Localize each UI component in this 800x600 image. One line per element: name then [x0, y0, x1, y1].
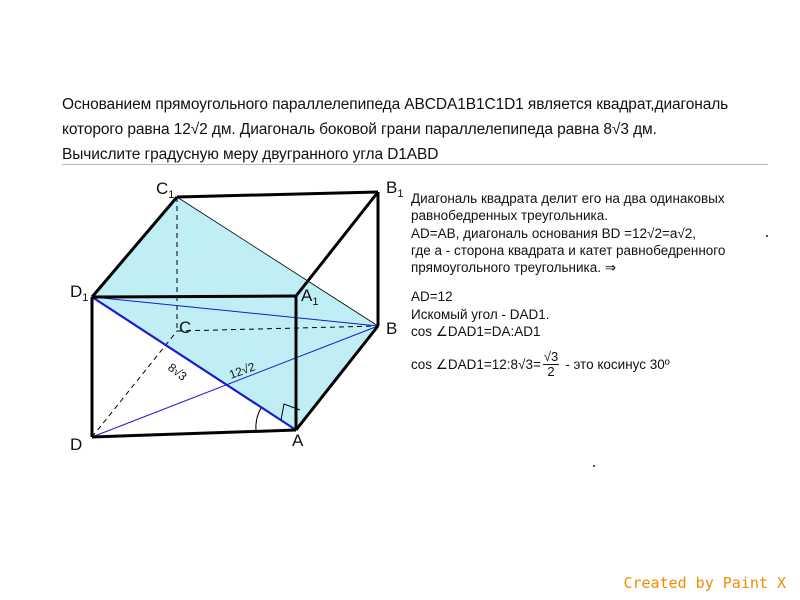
sqrt3-over-2-fraction [543, 350, 559, 379]
solution-line-4: где a - сторона квадрата и катет равнобедренного [411, 242, 726, 258]
cosine-suffix: - это косинус 30º [565, 357, 670, 373]
solution-line-3: AD=AB, диагональ основания BD =12√2=a√2, [411, 225, 697, 241]
solution-line-2: равнобедренных треугольника. [411, 208, 608, 224]
section-plane [92, 197, 378, 430]
problem-line-1: Основанием прямоугольного параллелепипеда ABCDA1B1C1D1 является квадрат,диагональ [62, 96, 729, 113]
solution-line-8: cos ∠DAD1=DA:AD1 [411, 324, 541, 340]
fraction-numerator: √3 [543, 349, 559, 365]
vertex-a1-label: $A_1$ [301, 286, 319, 308]
angle-arc [256, 408, 261, 431]
vertex-d1-label: $D_1$ [70, 282, 89, 304]
solution-text [411, 190, 725, 379]
base-diagonal-label: 12√2 [227, 359, 258, 382]
edge-d1a1 [92, 296, 296, 297]
edge-b1a1 [296, 192, 378, 296]
hidden-edge-dc [92, 331, 177, 437]
fraction-denominator: 2 [547, 364, 555, 380]
solution-line-6: AD=12 [411, 289, 453, 305]
solution-line-1: Диагональ квадрата делит его на два одинаковых [411, 191, 725, 206]
problem-line-3: Вычислите градусную меру двугранного угла D1ABD [62, 146, 439, 163]
solution-line-5: прямоугольного треугольника. ⇒ [411, 260, 617, 276]
problem-line-2: которого равна 12√2 дм. Диагональ боковой грани параллелепипеда равна 8√3 дм. [62, 121, 657, 138]
edge-c1b1 [177, 192, 378, 197]
cosine-line [411, 350, 725, 379]
edge-da [92, 430, 296, 437]
vertex-d-label: D [70, 435, 83, 454]
vertex-c1-label: $C_1$ [156, 179, 175, 201]
vertex-a-label: A [292, 431, 304, 450]
cosine-prefix: cos ∠DAD1=12:8√3= [411, 357, 541, 373]
face-diagonal-label: 8√3 [165, 360, 190, 384]
solution-line-7: Искомый угол - DAD1. [411, 306, 550, 322]
stray-dot [593, 465, 595, 467]
vertex-c-label: C [179, 318, 192, 337]
vertex-b-label: B [386, 319, 398, 338]
stray-dot [766, 235, 768, 237]
created-by-credit: Created by Paint X [623, 574, 786, 592]
vertex-b1-label: $B_1$ [386, 178, 404, 200]
